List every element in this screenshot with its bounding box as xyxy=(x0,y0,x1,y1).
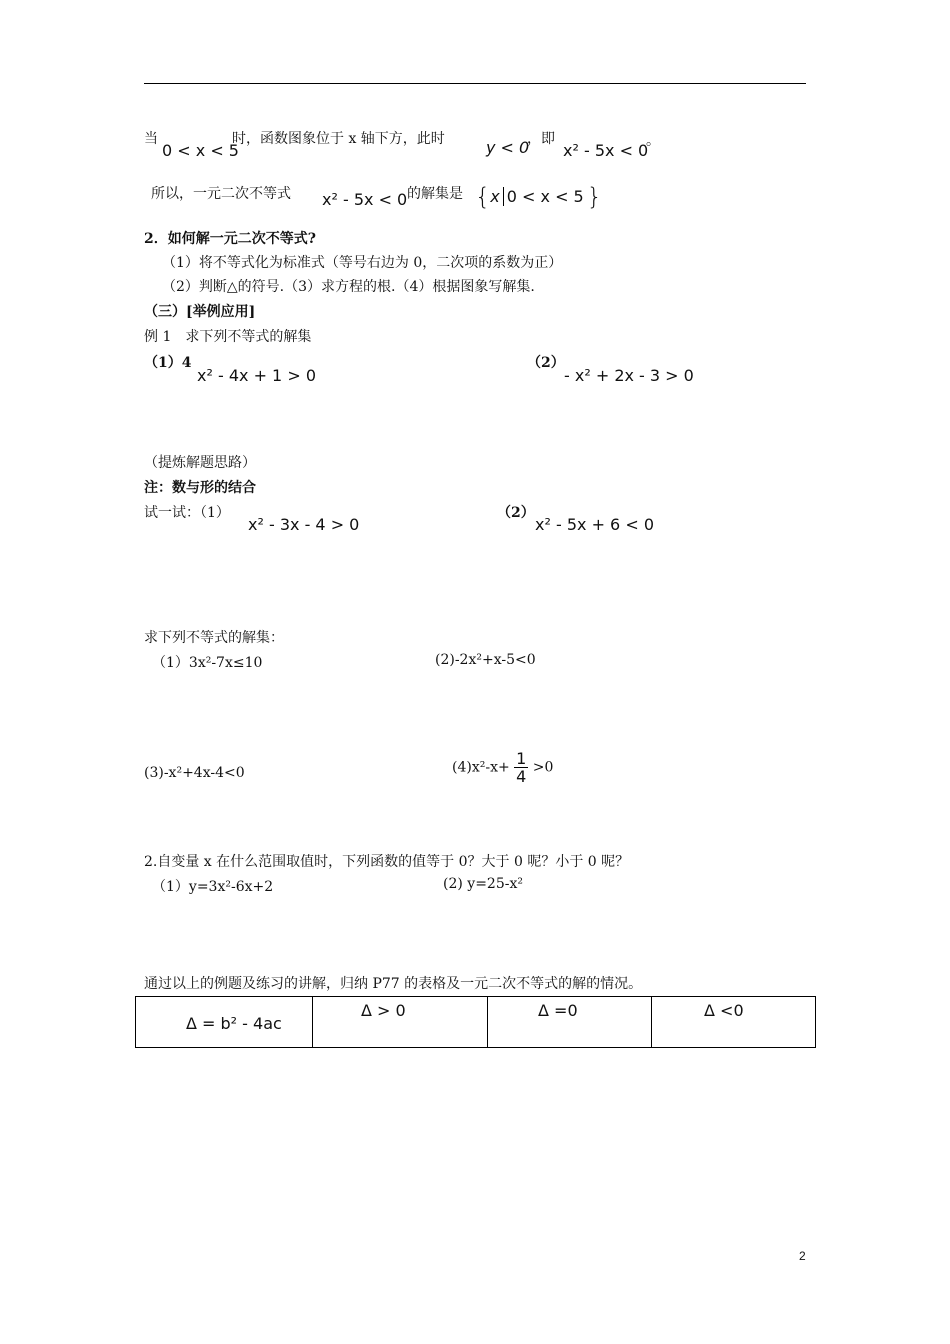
line2-inequality: x² - 5x < 0 xyxy=(322,190,408,209)
set-condition: 0 < x < 5 xyxy=(503,187,584,206)
example2-label: （2） xyxy=(527,355,565,371)
table-row xyxy=(136,997,816,1048)
section3-title: （三）[举例应用] xyxy=(144,304,256,320)
try-label: 试一试：（1） xyxy=(144,505,230,521)
table-cell-positive xyxy=(313,997,488,1048)
set-variable: x xyxy=(490,187,500,206)
table-cell-zero xyxy=(488,997,652,1048)
exercise-title: 求下列不等式的解集： xyxy=(144,630,284,646)
fraction-denominator: 4 xyxy=(516,767,527,786)
exercise-problem-1: （1）3x²-7x≤10 xyxy=(152,655,263,671)
problem-4-post: >0 xyxy=(532,759,554,776)
exercise-problem-4 xyxy=(452,750,553,785)
section2-title: 2．如何解一元二次不等式? xyxy=(144,231,316,247)
note-text: 注：数与形的结合 xyxy=(144,480,256,496)
question2-title: 2.自变量 x 在什么范围取值时，下列函数的值等于 0？大于 0 呢？小于 0 呢？ xyxy=(144,854,630,870)
delta-zero: Δ =0 xyxy=(538,1001,578,1020)
try1-expression: x² - 3x - 4 > 0 xyxy=(248,515,360,534)
exercise-problem-2: (2)-2x²+x-5<0 xyxy=(435,652,536,668)
line1-condition: 0 < x < 5 xyxy=(162,141,239,160)
question2-function-2: (2) y=25-x² xyxy=(443,876,523,892)
fraction-one-quarter xyxy=(514,750,528,785)
line1-y-condition: y < 0 xyxy=(486,138,530,157)
line1-text2: ，即 xyxy=(527,131,555,147)
example1-label: （1）4 xyxy=(144,355,192,371)
line1-text: 时，函数图象位于 x 轴下方，此时 xyxy=(232,131,445,147)
summary-text: （提炼解题思路） xyxy=(144,455,256,471)
delta-negative: Δ <0 xyxy=(704,1001,744,1020)
header-rule xyxy=(144,83,806,84)
line2-mid: 的解集是 xyxy=(407,186,463,202)
right-brace: } xyxy=(586,183,603,211)
solution-set xyxy=(475,183,602,211)
try2-expression: x² - 5x + 6 < 0 xyxy=(535,515,654,534)
question2-function-1: （1）y=3x²-6x+2 xyxy=(152,879,274,895)
line1-end: 。 xyxy=(646,133,660,149)
line1-inequality: x² - 5x < 0 xyxy=(563,141,649,160)
example1-title: 例 1 求下列不等式的解集 xyxy=(144,329,312,345)
discriminant-formula: Δ = b² - 4ac xyxy=(186,1014,282,1033)
discriminant-table xyxy=(135,996,816,1048)
example1-expression: x² - 4x + 1 > 0 xyxy=(197,366,316,385)
line2-pre: 所以，一元二次不等式 xyxy=(151,186,291,202)
fraction-numerator: 1 xyxy=(516,749,527,768)
delta-positive: Δ > 0 xyxy=(361,1001,406,1020)
line1-pre: 当 xyxy=(144,131,158,147)
section2-step1: （1）将不等式化为标准式（等号右边为 0，二次项的系数为正） xyxy=(162,255,563,271)
try2-label: （2） xyxy=(497,505,535,521)
problem-4-pre: (4)x²-x+ xyxy=(452,759,510,776)
section2-step2: （2）判断△的符号.（3）求方程的根.（4）根据图象写解集. xyxy=(162,279,535,295)
table-cell-negative xyxy=(652,997,816,1048)
left-brace: { xyxy=(475,183,491,211)
exercise-problem-3: (3)-x²+4x-4<0 xyxy=(144,765,245,781)
table-cell-discriminant xyxy=(136,997,313,1048)
page-number: 2 xyxy=(799,1249,806,1263)
example2-expression: - x² + 2x - 3 > 0 xyxy=(564,366,694,385)
conclusion-text: 通过以上的例题及练习的讲解，归纳 P77 的表格及一元二次不等式的解的情况。 xyxy=(144,976,643,992)
